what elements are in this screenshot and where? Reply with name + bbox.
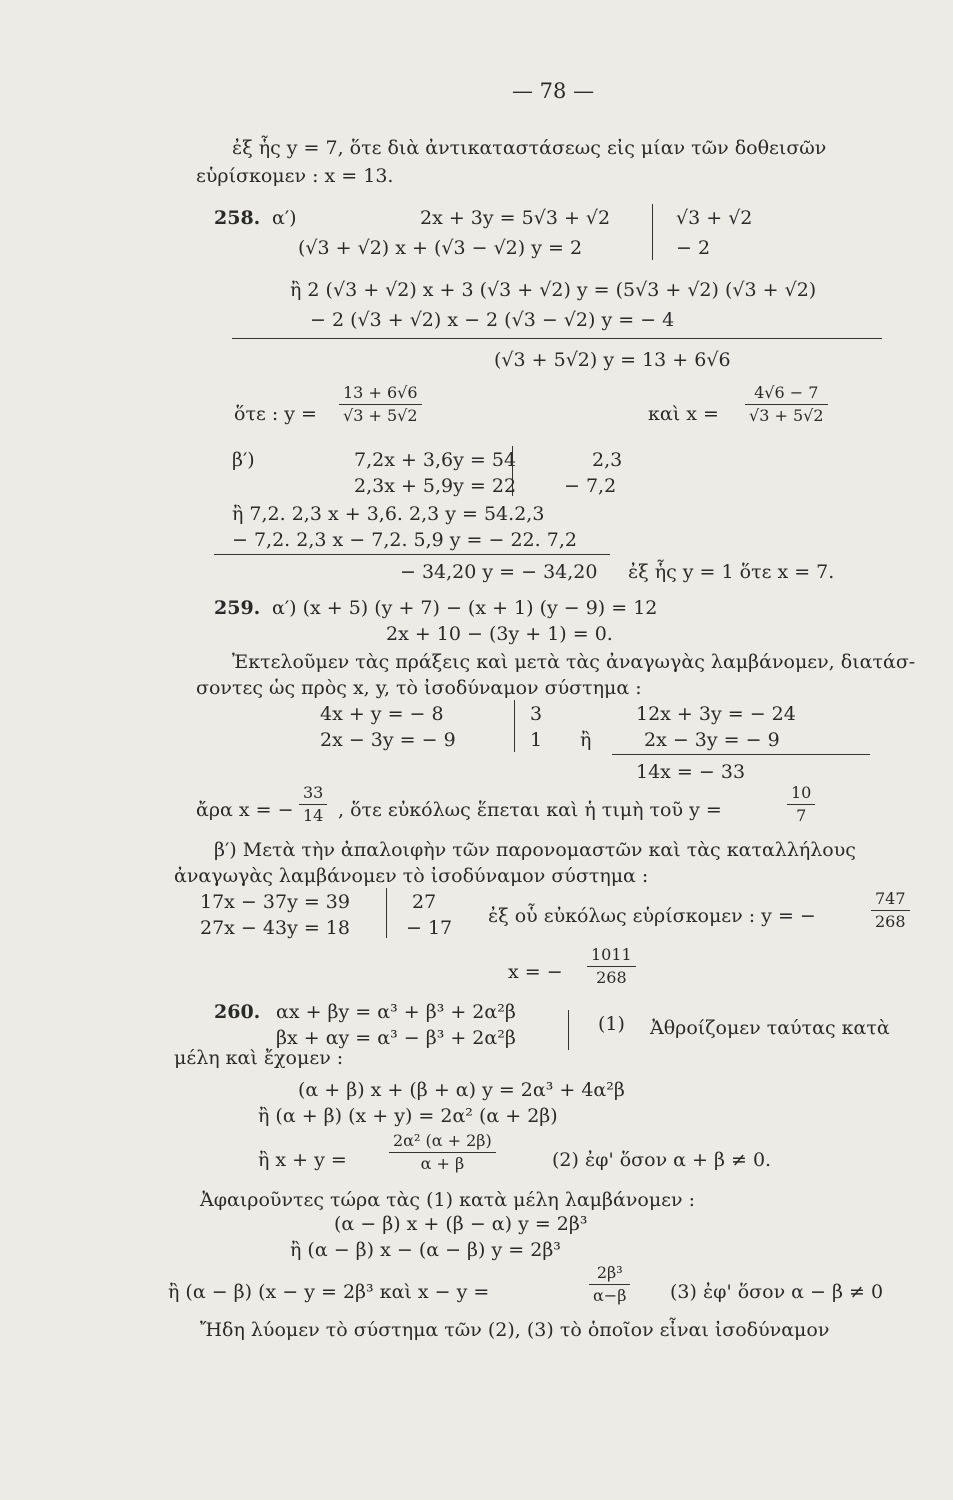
- equation: , ὅτε εὐκόλως ἕπεται καὶ ἡ τιμὴ τοῦ y =: [338, 799, 722, 821]
- problem-number: 260.: [214, 1001, 261, 1023]
- problem-number: 259.: [214, 597, 261, 619]
- equation: 2,3x + 5,9y = 22: [354, 475, 517, 497]
- problem-number: 258.: [214, 207, 261, 229]
- sum-rule: [612, 754, 870, 755]
- text-line: Ἀθροίζομεν ταύτας κατὰ: [650, 1017, 890, 1039]
- equation: (3) ἐφ' ὅσον α − β ≠ 0: [670, 1281, 884, 1303]
- equation: ὅτε : y =: [234, 403, 317, 425]
- fraction-numerator: 1011: [587, 944, 636, 967]
- equation: x = −: [508, 961, 563, 983]
- equation: ἄρα x = −: [196, 799, 294, 821]
- equation: ἐξ οὗ εὐκόλως εὑρίσκομεν : y = −: [488, 905, 816, 927]
- multiplier-bar: [568, 1010, 569, 1050]
- page-number: — 78 —: [512, 79, 595, 103]
- fraction-denominator: α−β: [593, 1286, 627, 1305]
- text-line: Ἀφαιροῦντες τώρα τὰς (1) κατὰ μέλη λαμβάνομεν :: [200, 1189, 696, 1211]
- multiplier: 2,3: [592, 449, 623, 471]
- multiplier-bar: [652, 204, 653, 260]
- equation: (α − β) x + (β − α) y = 2β³: [334, 1213, 588, 1235]
- text-line: ἐξ ἧς y = 7, ὅτε διὰ ἀντικαταστάσεως εἰς μίαν τῶν δοθεισῶν: [232, 137, 827, 159]
- fraction-numerator: 13 + 6√6: [339, 382, 422, 405]
- fraction: [587, 944, 636, 989]
- multiplier-bar: [386, 888, 387, 938]
- fraction: [787, 782, 815, 827]
- fraction-denominator: 268: [875, 912, 906, 931]
- sum-rule: [232, 338, 882, 339]
- fraction-denominator: √3 + 5√2: [343, 406, 418, 425]
- fraction-x: [745, 382, 828, 427]
- multiplier: − 17: [406, 917, 453, 939]
- fraction-y: [339, 382, 422, 427]
- equation: (√3 + √2) x + (√3 − √2) y = 2: [298, 237, 583, 259]
- text-line: β′) Μετὰ τὴν ἀπαλοιφὴν τῶν παρονομαστῶν καὶ τὰς καταλλήλους: [214, 839, 856, 861]
- fraction-numerator: 2β³: [589, 1262, 630, 1285]
- fraction-denominator: 7: [796, 806, 807, 825]
- equation: 12x + 3y = − 24: [636, 703, 796, 725]
- equation: ἢ (α + β) (x + y) = 2α² (α + 2β): [258, 1105, 558, 1127]
- equation: 14x = − 33: [636, 761, 746, 783]
- equation: ἢ: [580, 729, 592, 751]
- equation-tag: (1): [598, 1013, 625, 1035]
- multiplier: 3: [530, 703, 543, 725]
- equation: 2x − 3y = − 9: [320, 729, 456, 751]
- fraction-numerator: 747: [871, 888, 910, 911]
- multiplier: 27: [412, 891, 437, 913]
- equation: α′) (x + 5) (y + 7) − (x + 1) (y − 9) = 12: [272, 597, 658, 619]
- fraction: [589, 1262, 630, 1307]
- equation: 27x − 43y = 18: [200, 917, 350, 939]
- fraction-denominator: 268: [596, 968, 627, 987]
- text-line: Ἐκτελοῦμεν τὰς πράξεις καὶ μετὰ τὰς ἀναγωγὰς λαμβάνομεν, διατάσ-: [232, 651, 916, 673]
- equation: 2x + 3y = 5√3 + √2: [420, 207, 611, 229]
- text-line: σοντες ὡς πρὸς x, y, τὸ ἰσοδύναμον σύστημα :: [196, 677, 642, 699]
- equation: 2x + 10 − (3y + 1) = 0.: [386, 623, 613, 645]
- fraction-numerator: 2α² (α + 2β): [389, 1130, 496, 1153]
- text-line: εὑρίσκομεν : x = 13.: [196, 165, 394, 187]
- equation: αx + βy = α³ + β³ + 2α²β: [276, 1001, 516, 1023]
- equation: − 2 (√3 + √2) x − 2 (√3 − √2) y = − 4: [310, 309, 675, 331]
- multiplier: − 2: [676, 237, 711, 259]
- fraction-numerator: 4√6 − 7: [745, 382, 828, 405]
- text-line: Ἤδη λύομεν τὸ σύστημα τῶν (2), (3) τὸ ὁποῖον εἶναι ἰσοδύναμον: [200, 1319, 830, 1341]
- equation: ἢ (α − β) (x − y = 2β³ καὶ x − y =: [168, 1281, 490, 1303]
- fraction-denominator: α + β: [420, 1154, 465, 1173]
- equation: 2x − 3y = − 9: [644, 729, 780, 751]
- equation: 4x + y = − 8: [320, 703, 444, 725]
- fraction-denominator: 14: [303, 806, 324, 825]
- equation: (√3 + 5√2) y = 13 + 6√6: [494, 349, 731, 371]
- equation: βx + αy = α³ − β³ + 2α²β: [276, 1027, 516, 1049]
- part-label: β′): [232, 449, 255, 471]
- fraction-denominator: √3 + 5√2: [749, 406, 824, 425]
- equation: − 7,2. 2,3 x − 7,2. 5,9 y = − 22. 7,2: [232, 529, 577, 551]
- sum-rule: [214, 554, 610, 555]
- fraction: [871, 888, 910, 933]
- equation: (2) ἐφ' ὅσον α + β ≠ 0.: [552, 1149, 772, 1171]
- fraction: [299, 782, 327, 827]
- equation: καὶ x =: [648, 403, 719, 425]
- fraction-numerator: 10: [787, 782, 815, 805]
- equation: − 34,20 y = − 34,20: [400, 561, 598, 583]
- multiplier-bar: [514, 700, 515, 752]
- equation: ἢ (α − β) x − (α − β) y = 2β³: [290, 1239, 561, 1261]
- equation: 17x − 37y = 39: [200, 891, 350, 913]
- equation: ἢ 2 (√3 + √2) x + 3 (√3 + √2) y = (5√3 + √2) (√3 + √2): [290, 279, 817, 301]
- fraction-numerator: 33: [299, 782, 327, 805]
- fraction: [389, 1130, 496, 1175]
- equation: ἐξ ἧς y = 1 ὅτε x = 7.: [628, 561, 835, 583]
- multiplier: − 7,2: [564, 475, 617, 497]
- multiplier: 1: [530, 729, 543, 751]
- equation: ἢ 7,2. 2,3 x + 3,6. 2,3 y = 54.2,3: [232, 503, 545, 525]
- part-label: α′): [272, 207, 297, 229]
- text-line: μέλη καὶ ἔχομεν :: [174, 1047, 344, 1069]
- multiplier: √3 + √2: [676, 207, 753, 229]
- equation: (α + β) x + (β + α) y = 2α³ + 4α²β: [298, 1079, 625, 1101]
- equation: 7,2x + 3,6y = 54: [354, 449, 517, 471]
- text-line: ἀναγωγὰς λαμβάνομεν τὸ ἰσοδύναμον σύστημα :: [174, 865, 649, 887]
- equation: ἢ x + y =: [258, 1149, 347, 1171]
